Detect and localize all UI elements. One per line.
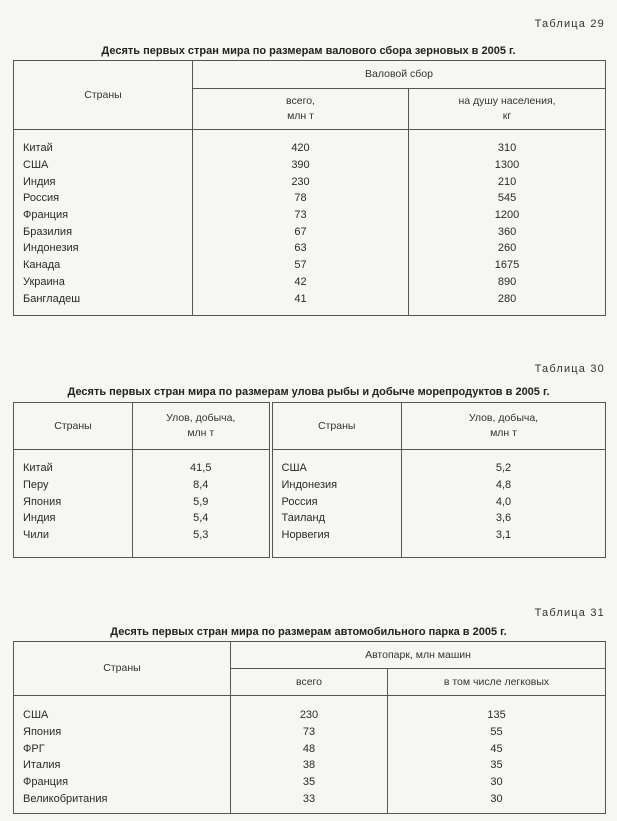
table-row	[14, 790, 606, 807]
country-cell: Таиланд	[271, 510, 402, 527]
value-cell: 260	[409, 240, 606, 257]
country-cell: США	[271, 460, 402, 477]
table-30-body	[14, 450, 606, 558]
table-29	[13, 60, 606, 316]
table-row	[14, 757, 606, 774]
spacer-cell	[14, 543, 133, 558]
value-cell: 1200	[409, 207, 606, 224]
country-cell: Норвегия	[271, 527, 402, 544]
value-cell: 4,8	[402, 477, 606, 494]
value-cell: 42	[193, 274, 409, 291]
table-row	[14, 510, 606, 527]
country-cell: Индонезия	[14, 240, 193, 257]
value-cell: 420	[193, 140, 409, 157]
value-cell: 890	[409, 274, 606, 291]
header-car-fleet: Автопарк, млн машин	[231, 642, 606, 669]
table-row	[14, 157, 606, 174]
country-cell: Индонезия	[271, 477, 402, 494]
table-row	[14, 477, 606, 494]
value-cell: 1300	[409, 157, 606, 174]
value-cell: 135	[388, 707, 606, 724]
header-countries: Страны	[14, 642, 231, 696]
value-cell: 545	[409, 190, 606, 207]
value-cell: 1675	[409, 257, 606, 274]
spacer-cell	[402, 450, 606, 461]
value-cell: 63	[193, 240, 409, 257]
table-30-caption: Таблица 30	[534, 363, 605, 375]
country-cell: Италия	[14, 757, 231, 774]
value-cell: 30	[388, 774, 606, 791]
value-cell: 8,4	[133, 477, 271, 494]
value-cell: 310	[409, 140, 606, 157]
value-cell: 48	[231, 740, 388, 757]
spacer-row	[14, 807, 606, 814]
spacer-cell	[409, 130, 606, 141]
value-cell: 73	[231, 724, 388, 741]
country-cell: Бангладеш	[14, 290, 193, 307]
value-cell: 5,3	[133, 527, 271, 544]
header-passenger-cars: в том числе легковых	[388, 669, 606, 696]
country-cell: Бразилия	[14, 223, 193, 240]
country-cell: Китай	[14, 460, 133, 477]
value-cell: 4,0	[402, 493, 606, 510]
table-row	[14, 724, 606, 741]
table-31	[13, 641, 606, 814]
country-cell: Россия	[14, 190, 193, 207]
spacer-cell	[14, 130, 193, 141]
value-cell: 67	[193, 223, 409, 240]
value-cell: 3,6	[402, 510, 606, 527]
value-cell: 45	[388, 740, 606, 757]
spacer-cell	[402, 543, 606, 558]
table-row	[14, 274, 606, 291]
header-catch-right: Улов, добыча, млн т	[402, 403, 606, 450]
header-countries: Страны	[14, 61, 193, 130]
country-cell: Канада	[14, 257, 193, 274]
spacer-row	[14, 130, 606, 141]
spacer-cell	[193, 130, 409, 141]
country-cell: США	[14, 157, 193, 174]
value-cell: 35	[388, 757, 606, 774]
table-row	[14, 740, 606, 757]
table-row	[14, 257, 606, 274]
country-cell: Россия	[271, 493, 402, 510]
spacer-row	[14, 543, 606, 558]
country-cell: Украина	[14, 274, 193, 291]
table-31-title: Десять первых стран мира по размерам автомобильного парка в 2005 г.	[110, 626, 507, 638]
value-cell: 5,2	[402, 460, 606, 477]
table-row	[14, 173, 606, 190]
value-cell: 210	[409, 173, 606, 190]
table-row	[14, 240, 606, 257]
spacer-cell	[133, 450, 271, 461]
spacer-row	[14, 696, 606, 708]
country-cell: США	[14, 707, 231, 724]
table-row	[14, 774, 606, 791]
table-row	[14, 290, 606, 307]
country-cell: Перу	[14, 477, 133, 494]
spacer-cell	[14, 450, 133, 461]
table-row	[14, 190, 606, 207]
spacer-cell	[14, 307, 193, 316]
value-cell: 78	[193, 190, 409, 207]
table-row	[14, 207, 606, 224]
value-cell: 280	[409, 290, 606, 307]
country-cell: Чили	[14, 527, 133, 544]
country-cell: Япония	[14, 493, 133, 510]
value-cell: 35	[231, 774, 388, 791]
country-cell: Индия	[14, 510, 133, 527]
table-row	[14, 493, 606, 510]
spacer-cell	[388, 807, 606, 814]
value-cell: 5,4	[133, 510, 271, 527]
value-cell: 230	[231, 707, 388, 724]
table-row	[14, 140, 606, 157]
spacer-row	[14, 450, 606, 461]
table-29-caption: Таблица 29	[534, 18, 605, 30]
spacer-cell	[14, 696, 231, 708]
spacer-cell	[231, 696, 388, 708]
country-cell: Великобритания	[14, 790, 231, 807]
value-cell: 55	[388, 724, 606, 741]
table-31-body	[14, 696, 606, 814]
spacer-cell	[231, 807, 388, 814]
spacer-cell	[271, 450, 402, 461]
spacer-cell	[388, 696, 606, 708]
value-cell: 360	[409, 223, 606, 240]
value-cell: 3,1	[402, 527, 606, 544]
value-cell: 33	[231, 790, 388, 807]
table-30	[13, 402, 606, 558]
spacer-cell	[133, 543, 271, 558]
header-total: всего	[231, 669, 388, 696]
value-cell: 57	[193, 257, 409, 274]
country-cell: Индия	[14, 173, 193, 190]
spacer-cell	[271, 543, 402, 558]
table-31-caption: Таблица 31	[534, 607, 605, 619]
table-29-title: Десять первых стран мира по размерам валового сбора зерновых в 2005 г.	[101, 45, 516, 57]
spacer-row	[14, 307, 606, 316]
table-29-body	[14, 130, 606, 316]
header-gross-harvest: Валовой сбор	[193, 61, 606, 89]
value-cell: 30	[388, 790, 606, 807]
header-countries-left: Страны	[14, 403, 133, 450]
value-cell: 38	[231, 757, 388, 774]
header-catch-left: Улов, добыча, млн т	[133, 403, 271, 450]
table-30-title: Десять первых стран мира по размерам улова рыбы и добыче морепродуктов в 2005 г.	[67, 386, 550, 398]
table-row	[14, 223, 606, 240]
value-cell: 5,9	[133, 493, 271, 510]
country-cell: Франция	[14, 207, 193, 224]
table-row	[14, 527, 606, 544]
country-cell: Китай	[14, 140, 193, 157]
spacer-cell	[193, 307, 409, 316]
table-row	[14, 707, 606, 724]
spacer-cell	[14, 807, 231, 814]
header-per-capita: на душу населения, кг	[409, 89, 606, 130]
country-cell: ФРГ	[14, 740, 231, 757]
value-cell: 41,5	[133, 460, 271, 477]
country-cell: Япония	[14, 724, 231, 741]
table-row	[14, 460, 606, 477]
header-total: всего, млн т	[193, 89, 409, 130]
value-cell: 41	[193, 290, 409, 307]
value-cell: 230	[193, 173, 409, 190]
value-cell: 390	[193, 157, 409, 174]
country-cell: Франция	[14, 774, 231, 791]
value-cell: 73	[193, 207, 409, 224]
spacer-cell	[409, 307, 606, 316]
header-countries-right: Страны	[271, 403, 402, 450]
